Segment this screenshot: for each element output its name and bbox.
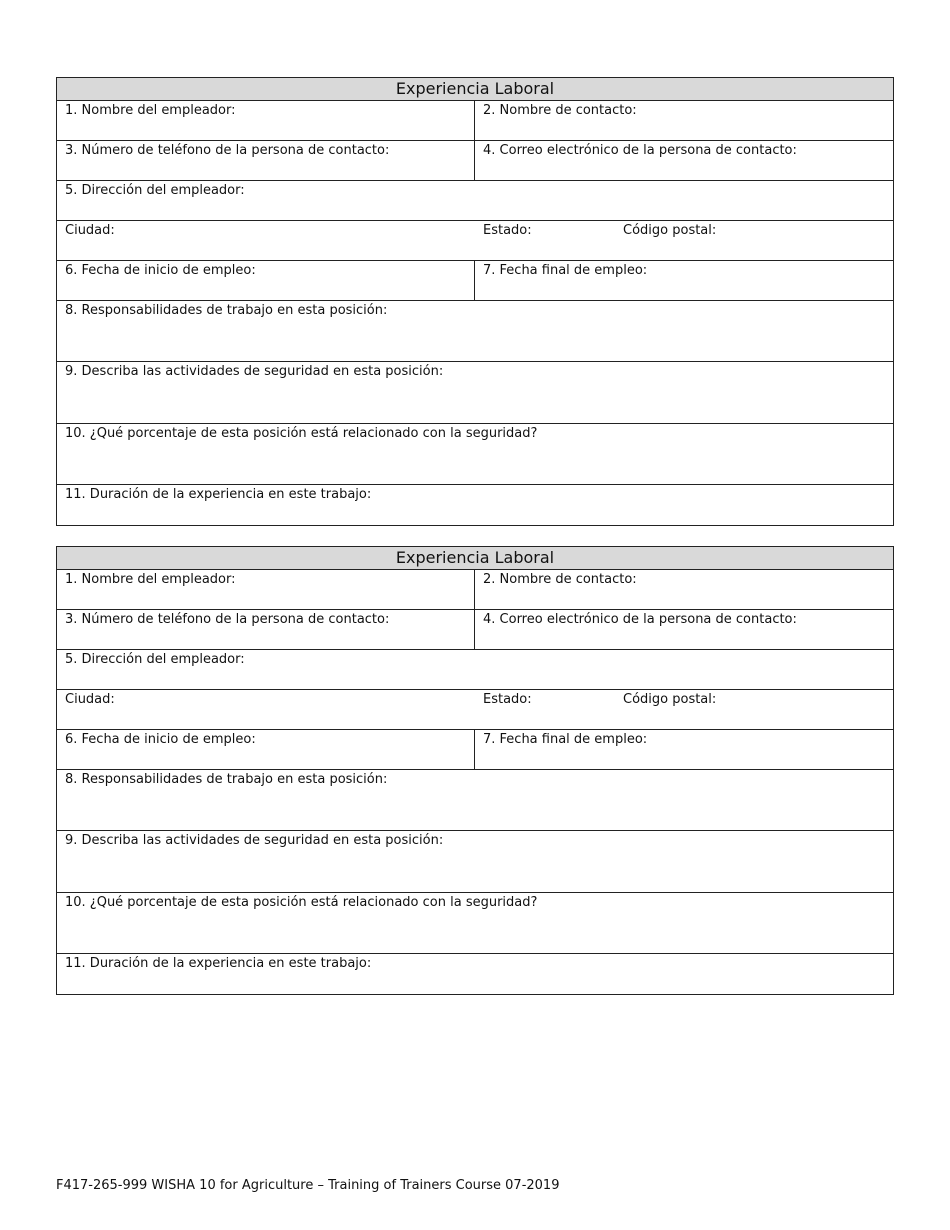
form-row [57,485,893,525]
employer-address-field[interactable]: 5. Dirección del empleador: [65,183,245,198]
employer-name-field[interactable]: 1. Nombre del empleador: [57,101,475,140]
duration-field[interactable]: 11. Duración de la experiencia en este trabajo: [65,956,372,971]
form-row [57,424,893,485]
state-field[interactable]: Estado: [483,692,532,707]
form-row [57,893,893,954]
form-row [57,362,893,424]
city-field[interactable]: Ciudad: [65,223,115,238]
form-row [57,261,893,301]
zip-field[interactable]: Código postal: [623,223,717,238]
work-experience-form-2 [56,546,894,995]
page-footer: F417-265-999 WISHA 10 for Agriculture – Training of Trainers Course 07-2019 [56,1178,560,1193]
safety-percentage-field[interactable]: 10. ¿Qué porcentaje de esta posición está relacionado con la seguridad? [65,426,538,441]
duration-field[interactable]: 11. Duración de la experiencia en este trabajo: [65,487,372,502]
contact-phone-field[interactable]: 3. Número de teléfono de la persona de contacto: [57,610,475,649]
safety-activities-field[interactable]: 9. Describa las actividades de seguridad en esta posición: [65,364,444,379]
form-row [57,570,893,610]
form-row [57,831,893,893]
employer-address-field[interactable]: 5. Dirección del empleador: [65,652,245,667]
form-row [57,221,893,261]
state-field[interactable]: Estado: [483,223,532,238]
form-row [57,954,893,994]
safety-activities-field[interactable]: 9. Describa las actividades de seguridad en esta posición: [65,833,444,848]
contact-email-field[interactable]: 4. Correo electrónico de la persona de contacto: [483,612,797,627]
form-row [57,301,893,362]
responsibilities-field[interactable]: 8. Responsabilidades de trabajo en esta posición: [65,772,388,787]
end-date-field[interactable]: 7. Fecha final de empleo: [483,732,648,747]
contact-phone-field[interactable]: 3. Número de teléfono de la persona de contacto: [57,141,475,180]
responsibilities-field[interactable]: 8. Responsabilidades de trabajo en esta posición: [65,303,388,318]
city-field[interactable]: Ciudad: [65,692,115,707]
form-row [57,770,893,831]
safety-percentage-field[interactable]: 10. ¿Qué porcentaje de esta posición está relacionado con la seguridad? [65,895,538,910]
employer-name-field[interactable]: 1. Nombre del empleador: [57,570,475,609]
form-title: Experiencia Laboral [57,78,893,101]
end-date-field[interactable]: 7. Fecha final de empleo: [483,263,648,278]
form-row [57,101,893,141]
form-row [57,141,893,181]
form-row [57,181,893,221]
form-row [57,610,893,650]
form-row [57,730,893,770]
contact-name-field[interactable]: 2. Nombre de contacto: [483,103,637,118]
contact-email-field[interactable]: 4. Correo electrónico de la persona de contacto: [483,143,797,158]
form-row [57,690,893,730]
form-row [57,650,893,690]
start-date-field[interactable]: 6. Fecha de inicio de empleo: [57,261,475,300]
start-date-field[interactable]: 6. Fecha de inicio de empleo: [57,730,475,769]
work-experience-form-1 [56,77,894,526]
zip-field[interactable]: Código postal: [623,692,717,707]
contact-name-field[interactable]: 2. Nombre de contacto: [483,572,637,587]
form-title: Experiencia Laboral [57,547,893,570]
